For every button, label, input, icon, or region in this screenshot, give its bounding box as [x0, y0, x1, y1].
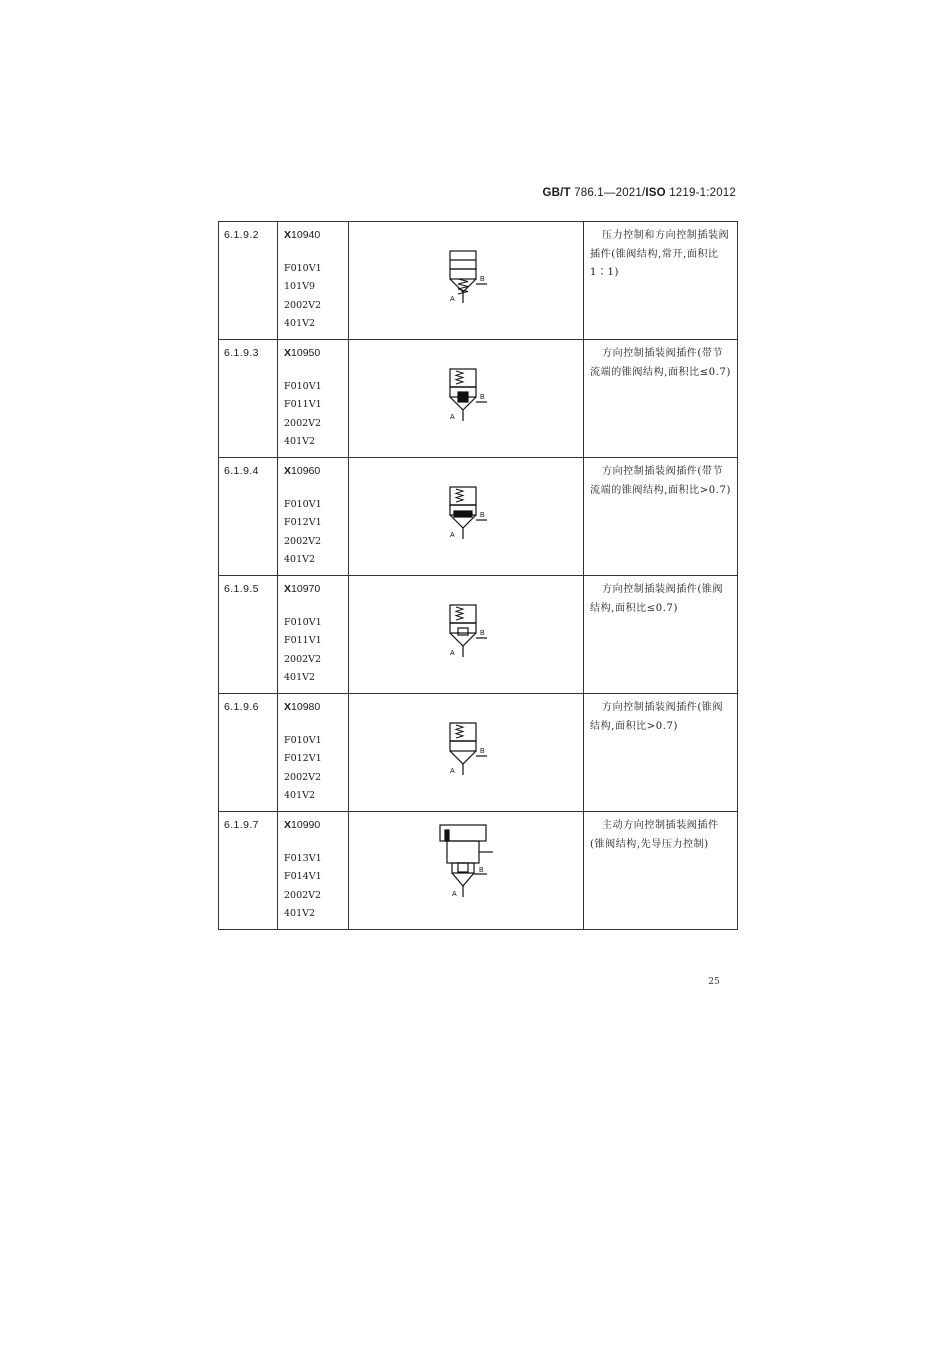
symbol-cell [349, 222, 584, 340]
element-code: 2002V2 [284, 417, 322, 429]
symbol-code-number: 10940 [291, 229, 321, 241]
element-code: 2002V2 [284, 771, 322, 783]
port-b-label: B [480, 630, 485, 637]
description: 方向控制插装阀插件(锥阀结构,面积比≤0.7) [590, 584, 724, 614]
valve-symbol-icon [349, 458, 583, 575]
clause-number: 6.1.9.3 [224, 347, 259, 359]
element-code: 101V9 [284, 281, 316, 293]
poppet [450, 269, 476, 279]
port-b-label: B [480, 748, 485, 755]
symbol-code [278, 694, 348, 713]
element-code: 401V2 [284, 553, 316, 565]
page-number: 25 [708, 977, 720, 987]
element-code: F011V1 [284, 399, 322, 411]
table-row [219, 340, 738, 458]
clause-number-cell [219, 222, 278, 340]
symbol-code-number: 10990 [291, 819, 321, 831]
element-code: F010V1 [284, 617, 322, 628]
symbol-code-prefix: X [284, 819, 292, 831]
symbol-code [278, 458, 348, 477]
table-row [219, 222, 738, 340]
description-cell [584, 694, 738, 812]
clause-number-cell [219, 576, 278, 694]
description: 方向控制插装阀插件(锥阀结构,面积比>0.7) [590, 702, 724, 732]
symbol-cell [349, 812, 584, 930]
spring-icon [456, 607, 463, 620]
element-code: 2002V2 [284, 535, 322, 547]
code-cell [278, 340, 349, 458]
element-code: F010V1 [284, 499, 322, 510]
table-row [219, 694, 738, 812]
port-b-label: B [480, 276, 485, 283]
element-code: F012V1 [284, 753, 322, 765]
clause-number: 6.1.9.2 [224, 229, 259, 241]
description: 主动方向控制插装阀插件(锥阀结构,先导压力控制) [590, 820, 719, 850]
element-code: F012V1 [284, 517, 322, 529]
port-a-label: A [450, 414, 455, 421]
clause-number-cell [219, 458, 278, 576]
code-cell [278, 458, 349, 576]
element-code: F011V1 [284, 635, 322, 647]
element-code-list [278, 477, 348, 569]
element-code-list [278, 595, 348, 687]
valve-body [447, 841, 479, 863]
clause-number: 6.1.9.7 [224, 819, 259, 831]
valve-symbol-icon [349, 222, 583, 339]
symbol-code [278, 222, 348, 241]
clause-number-cell [219, 812, 278, 930]
header-iso: ISO [645, 187, 666, 199]
code-cell [278, 222, 349, 340]
element-code-list [278, 831, 348, 923]
header-iso-number: 1219-1:2012 [665, 187, 736, 199]
poppet [450, 741, 476, 751]
port-a-label: A [450, 650, 455, 657]
description-cell [584, 340, 738, 458]
port-b-label: B [480, 394, 485, 401]
clause-number-cell [219, 340, 278, 458]
element-code-list [278, 241, 348, 333]
damping-nose [458, 392, 468, 402]
element-code: 2002V2 [284, 889, 322, 901]
code-cell [278, 576, 349, 694]
symbol-code-number: 10970 [291, 583, 321, 595]
element-code: 401V2 [284, 671, 316, 683]
description-cell [584, 458, 738, 576]
element-code: 401V2 [284, 907, 316, 919]
element-code-list [278, 359, 348, 451]
description-cell [584, 576, 738, 694]
header-standard: GB/T [542, 187, 571, 199]
document-header [400, 187, 736, 199]
clause-number: 6.1.9.5 [224, 583, 259, 595]
symbol-code-prefix: X [284, 229, 292, 241]
symbol-cell [349, 340, 584, 458]
symbol-code [278, 812, 348, 831]
symbol-code-number: 10980 [291, 701, 321, 713]
symbol-code-number: 10960 [291, 465, 321, 477]
symbol-code [278, 340, 348, 359]
symbol-cell [349, 458, 584, 576]
element-code: F010V1 [284, 263, 322, 274]
symbol-code-number: 10950 [291, 347, 321, 359]
description: 方向控制插装阀插件(带节流端的锥阀结构,面积比>0.7) [590, 466, 731, 496]
symbol-code [278, 576, 348, 595]
symbol-table [218, 221, 738, 930]
symbol-cell [349, 576, 584, 694]
valve-symbol-icon [349, 340, 583, 457]
table-row [219, 458, 738, 576]
table-row [219, 812, 738, 930]
table-row [219, 576, 738, 694]
description: 方向控制插装阀插件(带节流端的锥阀结构,面积比≤0.7) [590, 348, 731, 378]
element-code: 401V2 [284, 317, 316, 329]
symbol-code-prefix: X [284, 701, 292, 713]
element-code: 401V2 [284, 789, 316, 801]
spring-icon [456, 371, 463, 384]
damping-nose [454, 511, 472, 517]
element-code: 2002V2 [284, 299, 322, 311]
clause-number: 6.1.9.4 [224, 465, 259, 477]
spring-icon [456, 725, 463, 738]
port-b-label: B [480, 512, 485, 519]
spring-icon [456, 489, 463, 502]
clause-number: 6.1.9.6 [224, 701, 259, 713]
symbol-code-prefix: X [284, 347, 292, 359]
description-cell [584, 812, 738, 930]
element-code: 2002V2 [284, 653, 322, 665]
port-a-label: A [450, 768, 455, 775]
port-b-label: B [479, 867, 484, 874]
valve-symbol-icon [349, 694, 583, 811]
code-cell [278, 812, 349, 930]
symbol-code-prefix: X [284, 583, 292, 595]
port-a-label: A [450, 296, 455, 303]
element-code: F014V1 [284, 871, 322, 883]
valve-symbol-icon [349, 812, 583, 929]
port-a-label: A [450, 532, 455, 539]
element-code: F010V1 [284, 735, 322, 746]
code-cell [278, 694, 349, 812]
valve-symbol-icon [349, 576, 583, 693]
element-code: 401V2 [284, 435, 316, 447]
port-a-label: A [452, 891, 457, 898]
element-code: F010V1 [284, 381, 322, 392]
header-number: 786.1—2021/ [570, 187, 646, 199]
element-code-list [278, 713, 348, 805]
description: 压力控制和方向控制插装阀插件(锥阀结构,常开,面积比 1∶1) [590, 230, 730, 278]
description-cell [584, 222, 738, 340]
symbol-cell [349, 694, 584, 812]
element-code: F013V1 [284, 853, 322, 864]
symbol-code-prefix: X [284, 465, 292, 477]
clause-number-cell [219, 694, 278, 812]
